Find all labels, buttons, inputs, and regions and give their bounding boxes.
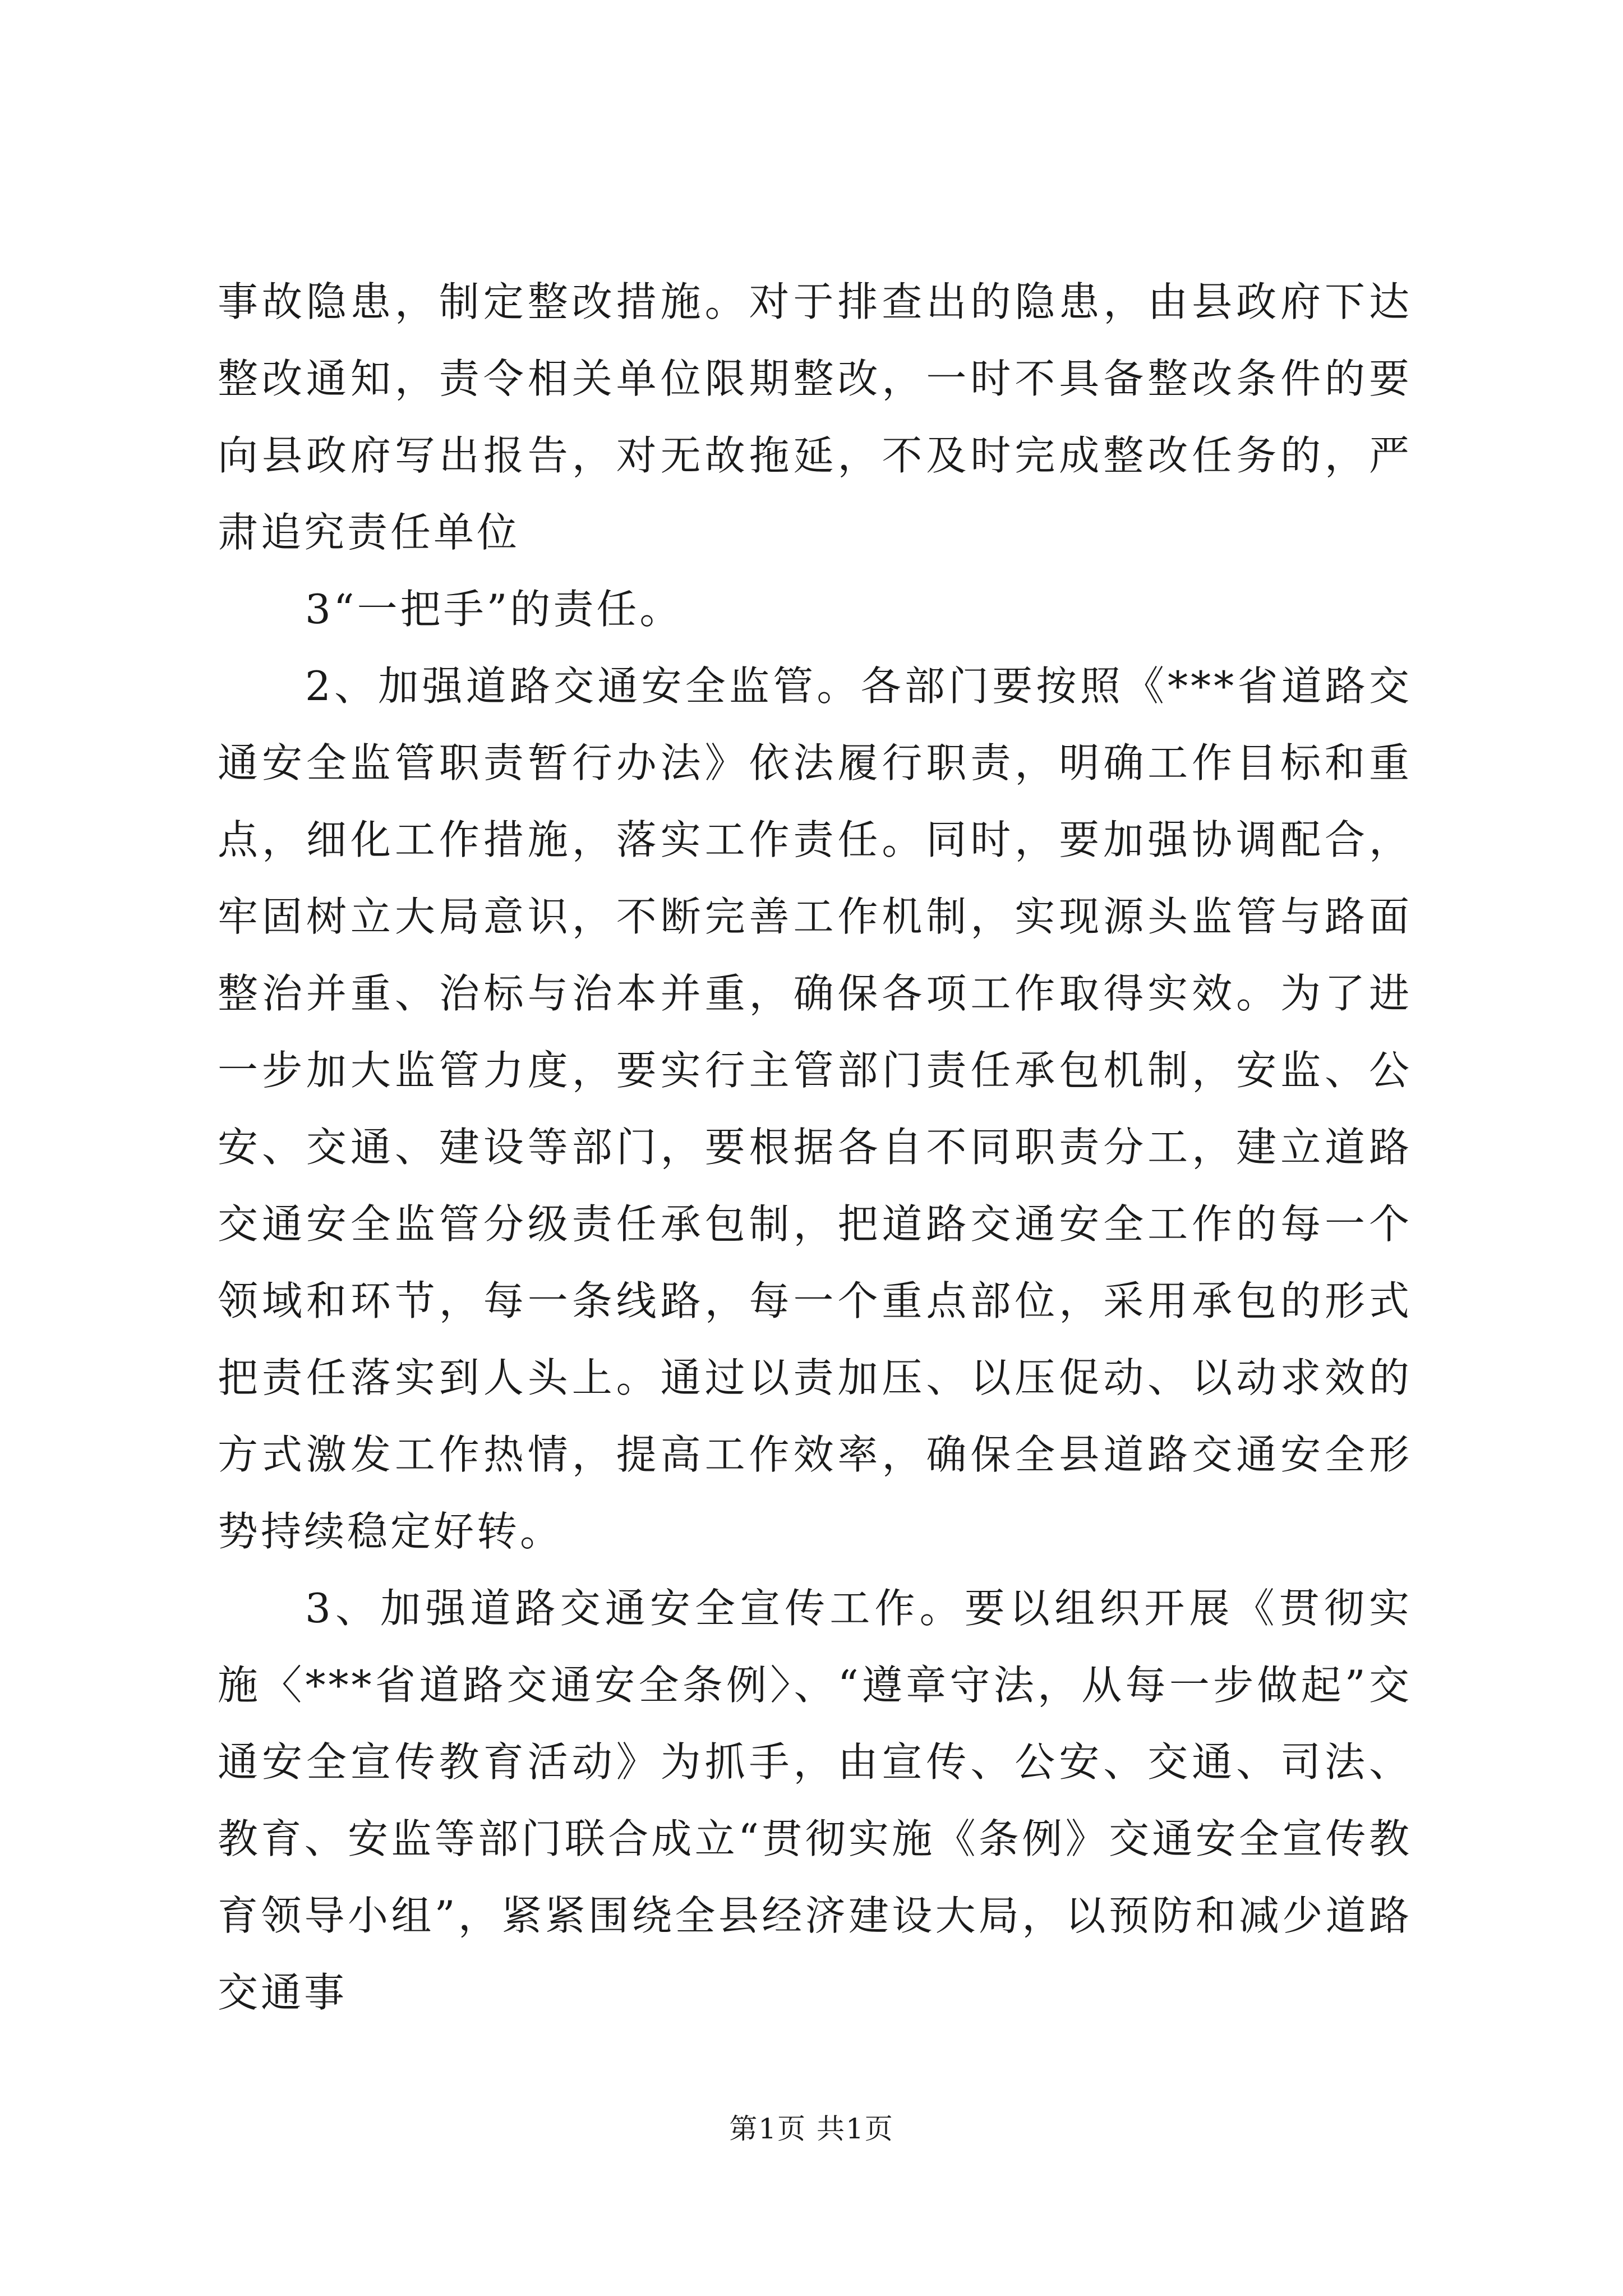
- page-footer: 第1页 共1页: [729, 2113, 894, 2145]
- paragraph-3: 2、加强道路交通安全监管。各部门要按照《***省道路交通安全监管职责暂行办法》依法履行职责，明确工作目标和重点，细化工作措施，落实工作责任。同时，要加强协调配合，牢固树立大局意识，不断完善工作机制，实现源头监管与路面整治并重、治标与治本并重，确保各项工作取得实效。为了进一步加大监管力度，要实行主管部门责任承包机制，安监、公安、交通、建设等部门，要根据各自不同职责分工，建立道路交通安全监管分级责任承包制，把道路交通安全工作的每一个领域和环节，每一条线路，每一个重点部位，采用承包的形式把责任落实到人头上。通过以责加压、以压促动、以动求效的方式激发工作热情，提高工作效率，确保全县道路交通安全形势持续稳定好转。: [218, 662, 1412, 1555]
- paragraph-2: 3“一把手”的责任。: [305, 586, 683, 633]
- paragraph-1: 事故隐患，制定整改措施。对于排查出的隐患，由县政府下达整改通知，责令相关单位限期整改，一时不具备整改条件的要向县政府写出报告，对无故拖延，不及时完成整改任务的，严肃追究责任单位: [218, 278, 1412, 556]
- paragraph-4: 3、加强道路交通安全宣传工作。要以组织开展《贯彻实施〈***省道路交通安全条例〉、“遵章守法，从每一步做起”交通安全宣传教育活动》为抓手，由宣传、公安、交通、司法、教育、安监等部门联合成立“贯彻实施《条例》交通安全宣传教育领导小组”，紧紧围绕全县经济建设大局，以预防和减少道路交通事: [218, 1585, 1412, 2016]
- document-body: [218, 264, 1412, 2031]
